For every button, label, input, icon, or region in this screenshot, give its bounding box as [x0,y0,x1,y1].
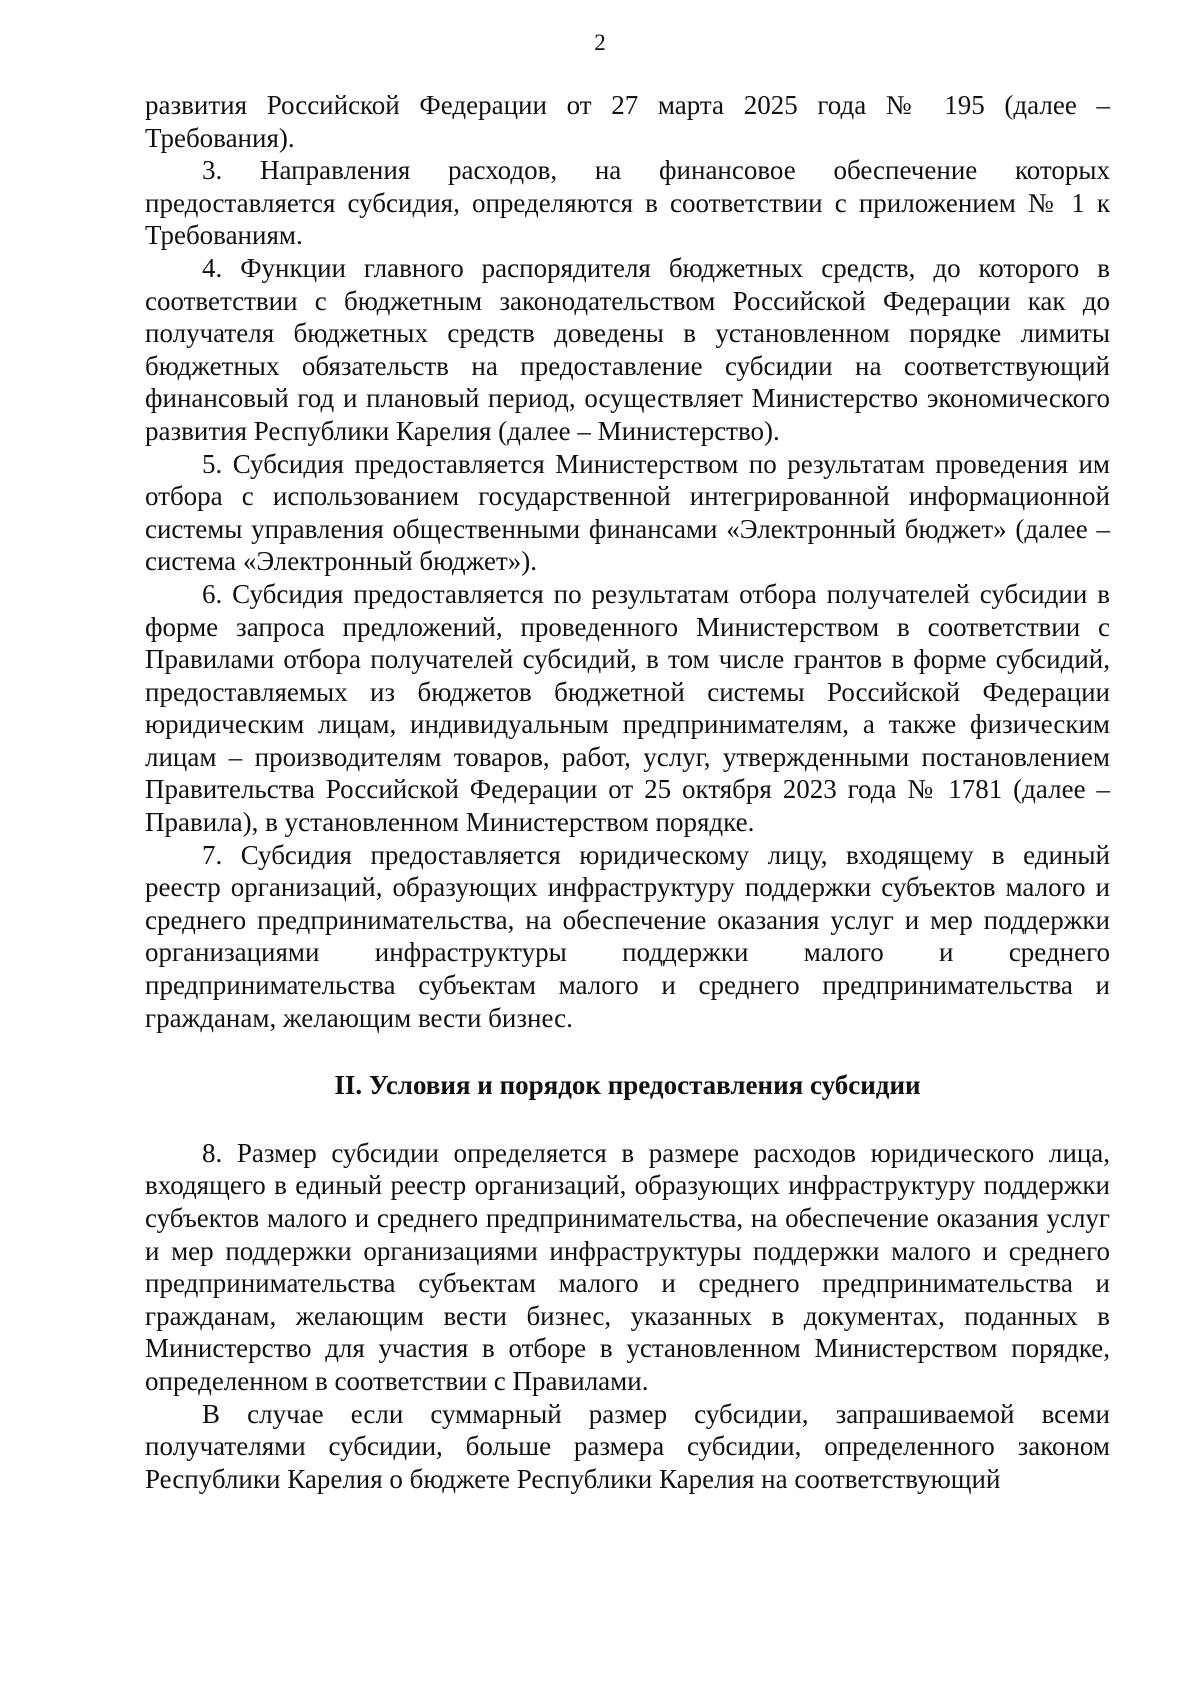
section-heading: II. Условия и порядок предоставления субсидии [334,1070,921,1101]
document-body [145,89,1110,1495]
paragraph-4: 4. Функции главного распорядителя бюджетных средств, до которого в соответствии с бюджетным законодательством Российской Федерации как до получателя бюджетных средств доведены в установленном порядке лимиты бюджетных обязательств на предоставление субсидии на соответствующий финансовый год и плановый период, осуществляет Министерство экономического развития Республики Карелия (далее – Министерство). [145,252,1110,446]
paragraph-8-continuation: В случае если суммарный размер субсидии, запрашиваемой всеми получателями субсидии, больше размера субсидии, определенного законом Республики Карелия о бюджете Республики Карелия на соответствующий [145,1398,1110,1494]
paragraph-7: 7. Субсидия предоставляется юридическому лицу, входящему в единый реестр организаций, образующих инфраструктуру поддержки субъектов малого и среднего предпринимательства, на обеспечение оказания услуг и мер поддержки организациями инфраструктуры поддержки малого и среднего предпринимательства субъектам малого и среднего предпринимательства и гражданам, желающим вести бизнес. [145,839,1110,1033]
paragraph-6: 6. Субсидия предоставляется по результатам отбора получателей субсидии в форме запроса предложений, проведенного Министерством в соответствии с Правилами отбора получателей субсидий, в том числе грантов в форме субсидий, предоставляемых из бюджетов бюджетной системы Российской Федерации юридическим лицам, индивидуальным предпринимателям, а также физическим лицам – производителям товаров, работ, услуг, утвержденными постановлением Правительства Российской Федерации от 25 октября 2023 года № 1781 (далее – Правила), в установленном Министерством порядке. [145,578,1110,838]
page-number: 2 [594,30,606,55]
paragraph-8: 8. Размер субсидии определяется в размере расходов юридического лица, входящего в единый реестр организаций, образующих инфраструктуру поддержки субъектов малого и среднего предпринимательства, на обеспечение оказания услуг и мер поддержки организациями инфраструктуры поддержки малого и среднего предпринимательства субъектам малого и среднего предпринимательства и гражданам, желающим вести бизнес, указанных в документах, поданных в Министерство для участия в отборе в установленном Министерством порядке, определенном в соответствии с Правилами. [145,1137,1110,1396]
paragraph-continuation: развития Российской Федерации от 27 марта 2025 года № 195 (далее – Требования). [145,90,1110,153]
paragraph-5: 5. Субсидия предоставляется Министерством по результатам проведения им отбора с использованием государственной интегрированной информационной системы управления общественными финансами «Электронный бюджет» (далее – система «Электронный бюджет»). [145,448,1110,577]
paragraph-3: 3. Направления расходов, на финансовое обеспечение которых предоставляется субсидия, определяются в соответствии с приложением № 1 к Требованиям. [145,155,1110,251]
